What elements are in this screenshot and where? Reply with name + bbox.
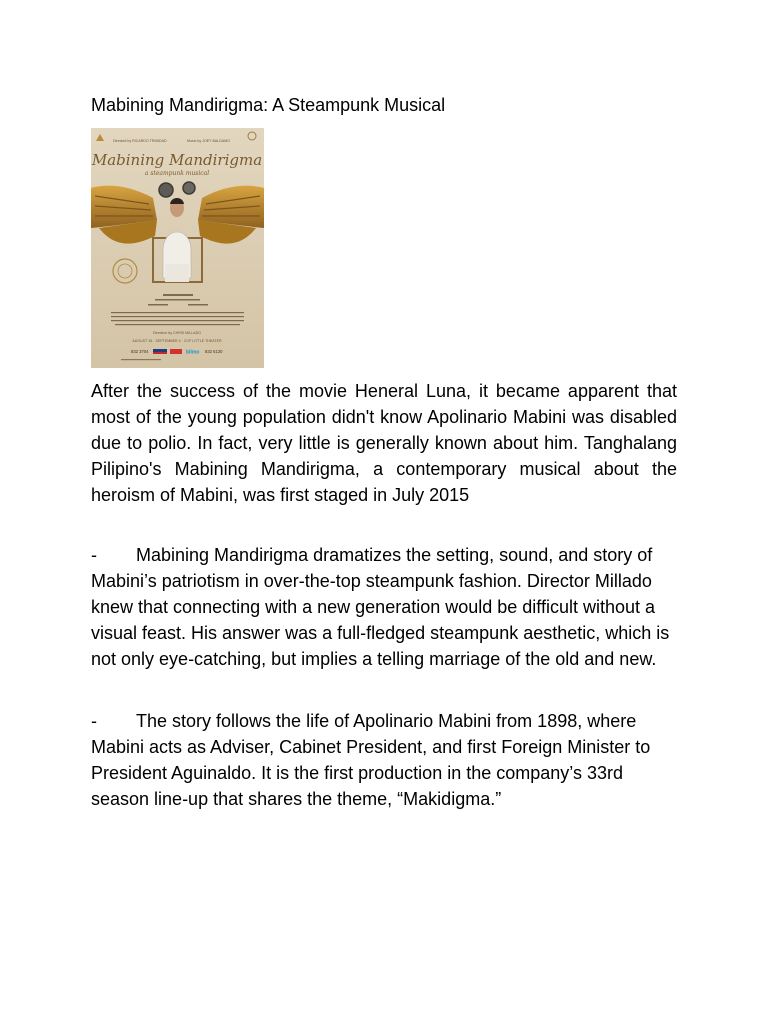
poster-credit-right: Music by JOEY BALDAMO	[187, 139, 231, 143]
poster-phone-left: 832 3704	[131, 349, 149, 354]
bullet-dash: -	[91, 711, 97, 731]
poster-script-title: Mabining Mandirigma	[91, 151, 263, 169]
document-title: Mabining Mandirigma: A Steampunk Musical	[91, 95, 446, 115]
poster-ticket-brand: bilmo	[186, 349, 200, 356]
paragraph-bullet-1-text: Mabining Mandirigma dramatizes the setting, sound, and story of Mabini’s patriotism in over-the-top steampunk fashion. Director Millado knew that connecting with a new generation would be difficult without a visual feast. His answer was a full-fledged steampunk aesthetic, which is not only eye-catching, but implies a telling marriage of the old and new.	[91, 545, 670, 669]
poster-dates: AUGUST 16 - SEPTEMBER 4 · CCP LITTLE THEATER	[132, 339, 222, 343]
poster-director: Direction by CHRIS MILLADO	[153, 331, 201, 335]
paragraph-intro-text: After the success of the movie Heneral Luna, it became apparent that most of the young population didn't know Apolinario Mabini was disabled due to polio. In fact, very little is generally known about him. Tanghalang Pilipino's Mabining Mandirigma, a contemporary musical about the heroism of Mabini, was first staged in July 2015	[91, 381, 677, 505]
poster-subtitle: a steampunk musical	[144, 170, 210, 177]
bullet-dash: -	[91, 545, 97, 565]
poster-image	[91, 128, 264, 368]
gear-icon	[183, 182, 195, 194]
paragraph-intro	[91, 378, 677, 508]
paragraph-bullet-2	[91, 708, 677, 812]
paragraph-bullet-2-text: The story follows the life of Apolinario Mabini from 1898, where Mabini acts as Adviser, Cabinet President, and first Foreign Minister to President Aguinaldo. It is the first production in the company’s 33rd season line-up that shares the theme, “Makidigma.”	[91, 711, 651, 809]
paragraph-bullet-1	[91, 542, 677, 672]
gear-icon	[159, 183, 173, 197]
poster-credit-left: Directed by RICARDO TRINIDAD	[113, 139, 167, 143]
poster-phone-right: 832 6130	[205, 349, 223, 354]
